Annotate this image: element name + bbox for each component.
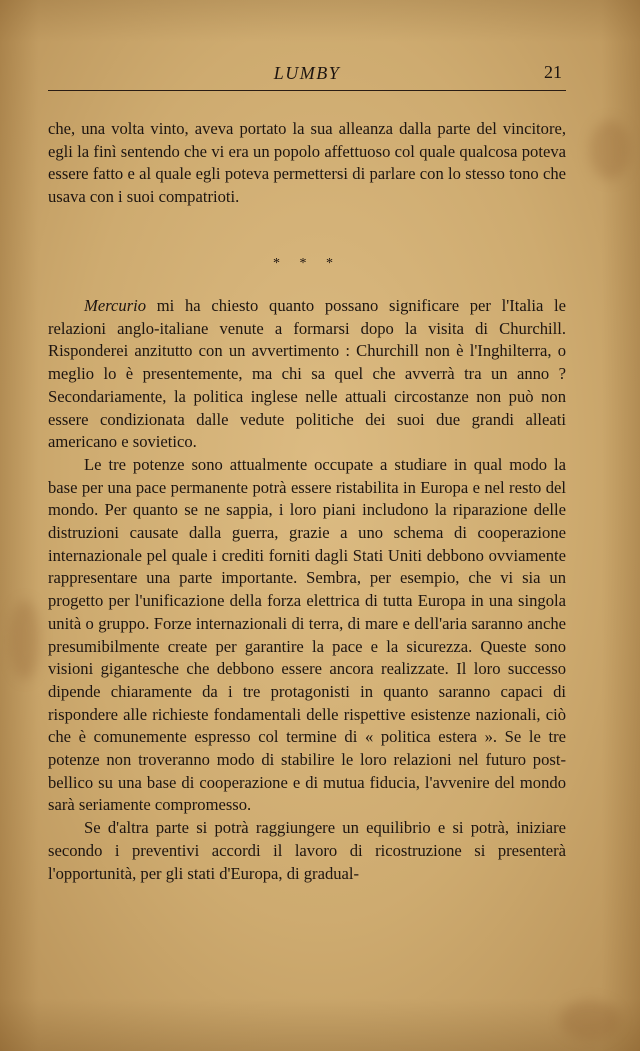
paragraph-3: Se d'altra parte si potrà raggiungere un equilibrio e si potrà, iniziare secondo i preventivi accordi il lavoro di ricostruzione si presenterà l'opportunità, per gli stati d'Europa, di gradual- [48, 818, 566, 883]
section-text [48, 295, 566, 885]
paper-stain [560, 1000, 620, 1040]
journal-name: Mercurio [84, 296, 147, 315]
section-separator: * * * [273, 256, 341, 271]
continuation-paragraph: che, una volta vinto, aveva portato la sua alleanza dalla parte del vincitore, egli la finì sentendo che vi era un popolo affettuoso col quale qualcosa poteva essere fatto e al quale egli poteva permettersi di parlare con lo stesso tono che usava con i suoi compatrioti. [48, 119, 566, 207]
paragraph-1 [48, 295, 566, 454]
continuation-text [48, 118, 566, 209]
paragraph-2: Le tre potenze sono attualmente occupate a studiare in qual modo la base per una pace permanente potrà essere ristabilita in Europa e nel resto del mondo. Per quanto se ne sappia, i loro piani includono la riparazione delle distruzioni causate dalla guerra, grazie a uno schema di cooperazione internazionale pel quale i crediti forniti dagli Stati Uniti debbono ovviamente rappresentare una parte importante. Sembra, per esempio, che vi sia un progetto per l'unificazione della forza elettrica di tutta Europa in una singola unità o gruppo. Forze internazionali di terra, di mare e dell'aria saranno anche presumibilmente create per garantire la pace e la sicurezza. Queste sono visioni gigantesche che debbono essere ancora realizzate. Il loro successo dipende chiaramente da i tre protagonisti in quanto saranno capaci di rispondere alle richieste fondamentali delle rispettive esistenze nazionali, ciò che è comunemente espresso col termine di « politica estera ». Se le tre potenze non troveranno modo di stabilire le loro relazioni nel futuro post-bellico su una base di cooperazione e di mutua fiducia, l'avvenire del mondo sarà seriamente compromesso. [48, 454, 566, 815]
paper-stain [590, 120, 630, 180]
running-header [48, 60, 566, 91]
page-number: 21 [544, 62, 562, 82]
paragraph-1-body: mi ha chiesto quanto possano significare per l'Italia le relazioni anglo-italiane venute a formarsi dopo la visita di Churchill. Risponderei anzitutto con un avvertimento : Churchill non è l'Inghilterra, o meglio lo è presentemente, ma chi sa quel che avverrà tra un anno ? Secondariamente, la politica inglese nelle attuali circostanze non può non essere condizionata dalle vedute politiche dei suoi due grandi alleati americano e sovietico. [48, 296, 566, 452]
running-title: LUMBY [273, 63, 341, 83]
paper-stain [10, 600, 40, 680]
